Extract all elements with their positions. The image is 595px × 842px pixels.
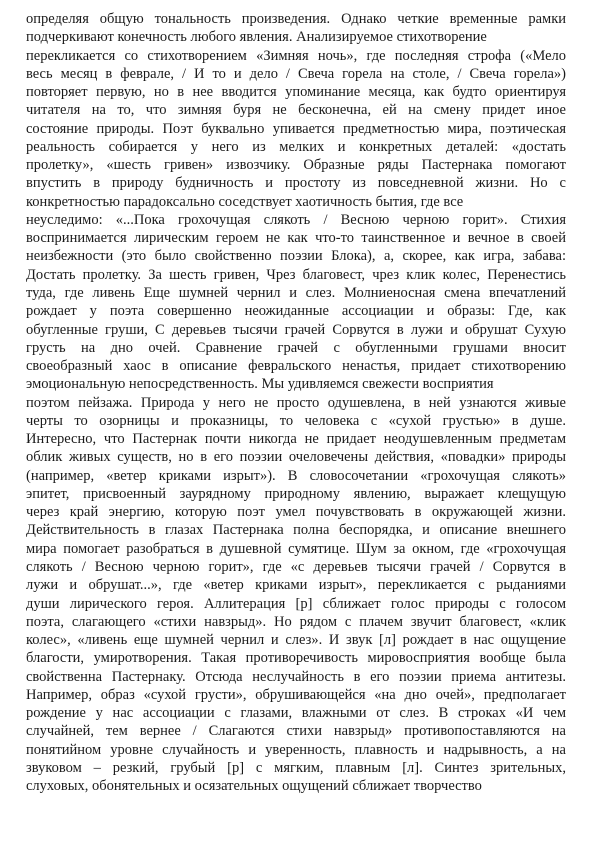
text-line: мира помогает разобраться в душевной сумятице. Шум за окном, где «грохочущая [26, 540, 566, 557]
text-line: эмоциональную непосредственность. Мы удивляемся свежести восприятия [26, 376, 494, 393]
text-line: Достать пролетку. За шесть гривен, Чрез благовест, чрез клик колес, Перенестись [26, 266, 566, 283]
text-line: Например, образ «сухой грусти», обрушивающейся «на дно очей», предполагает [26, 686, 566, 703]
text-line: подчеркивают конечность любого явления. Анализируемое стихотворение [26, 29, 487, 46]
text-line: грусть на дно очей. Сравнение грачей с обугленными грушами вносит [26, 339, 566, 356]
document-text-body [26, 10, 566, 795]
text-line: конкретностью парадоксально соседствует хаотичность бытия, где все [26, 193, 464, 210]
text-line: повторяет первую, но в нее вводится упоминание месяца, как будто ориентируя [26, 84, 566, 101]
text-line: черты то озорницы и проказницы, то человека с «сухой грустью» в душе. [26, 412, 566, 429]
text-line: весь месяц в феврале, / И то и дело / Свеча горела на столе, / Свеча горела») [26, 65, 566, 82]
text-line: неуследимо: «...Пока грохочущая слякоть / Весною черною горит». Стихия [26, 211, 566, 228]
text-line: впустить в природу будничность и простоту из повседневной жизни. Но с [26, 175, 566, 192]
text-line: туда, где ливень Еще шумней чернил и слез. Молниеносная смена впечатлений [26, 284, 566, 301]
text-line: поэта, слагающего «стихи навзрыд». Но рядом с плачем звучит благовест, «клик [26, 613, 566, 630]
text-line: воспринимается лирическим героем не как что-то таинственное и вечное в своей [26, 230, 566, 247]
text-line: неизбежности (это было свойственно поэзии Блока), а, скорее, как игра, забава: [26, 248, 566, 265]
text-line: эпитет, присвоенный заурядному природному явлению, выражает клещущую [26, 485, 566, 502]
text-line: обугленные груши, С деревьев тысячи грачей Сорвутся в лужи и обрушат Сухую [26, 321, 566, 338]
text-line: понятийном уровне случайность и уверенность, плавность и надрывность, а на [26, 741, 566, 758]
text-line: рождает у поэта совершенно неожиданные ассоциации и образы: Где, как [26, 303, 566, 320]
text-line: реальность собирается у него из мелких и конкретных деталей: «достать [26, 138, 566, 155]
text-line: случайней, тем вернее / Слагаются стихи навзрыд» противопоставляются на [26, 723, 566, 740]
text-line: колес», «ливень еще шумней чернил и слез». И звук [л] рождает в нас ощущение [26, 632, 566, 649]
document-page [26, 10, 566, 795]
text-line: звуковом – резкий, грубый [р] с мягким, плавным [л]. Синтез зрительных, [26, 759, 566, 776]
text-line: слуховых, обонятельных и осязательных ощущений сближает творчество [26, 778, 482, 795]
text-line: слякоть / Весною черною горит», где «с деревьев тысячи грачей / Сорвутся в [26, 558, 566, 575]
text-line: состояние природы. Поэт буквально упивается предметностью мира, поэтическая [26, 120, 566, 137]
text-line: читателя на то, что зимняя буря не бесконечна, ей на смену придет иное [26, 102, 566, 119]
text-line: через край энергию, которую поэт умел почувствовать в окружающей жизни. [26, 504, 566, 521]
text-line: поэтом пейзажа. Природа у него не просто одушевлена, в ней узнаются живые [26, 394, 566, 411]
text-line: Действительность в глазах Пастернака полна беспорядка, и описание внешнего [26, 522, 566, 539]
text-line: перекликается со стихотворением «Зимняя ночь», где последняя строфа («Мело [26, 47, 566, 64]
text-line: лужи и обрушат...», где «ветер криками изрыт», перекликается с рыданиями [26, 577, 566, 594]
text-line: облик живых существ, но в его поэзии очеловечены действия, «повадки» природы [26, 449, 566, 466]
text-line: души лирического героя. Аллитерация [р] сближает голос природы с голосом [26, 595, 566, 612]
text-line: пролетку», «шесть гривен» извозчику. Образные ряды Пастернака помогают [26, 157, 566, 174]
text-line: благости, умиротворения. Такая противоречивость мировосприятия вообще была [26, 650, 566, 667]
text-line: свойственна Пастернаку. Отсюда неслучайность в его поэзии приема антитезы. [26, 668, 566, 685]
text-line: своеобразный хаос в описание февральского ненастья, придает стихотворению [26, 358, 566, 375]
text-line: определяя общую тональность произведения. Однако четкие временные рамки [26, 11, 566, 27]
text-line: (например, «ветер криками изрыт»). В словосочетании «грохочущая слякоть» [26, 467, 566, 484]
text-line: Интересно, что Пастернак почти никогда не придает неодушевленным предметам [26, 431, 566, 448]
text-line: рождение у нас ассоциации с глазами, влажными от слез. В строках «И чем [26, 705, 566, 722]
